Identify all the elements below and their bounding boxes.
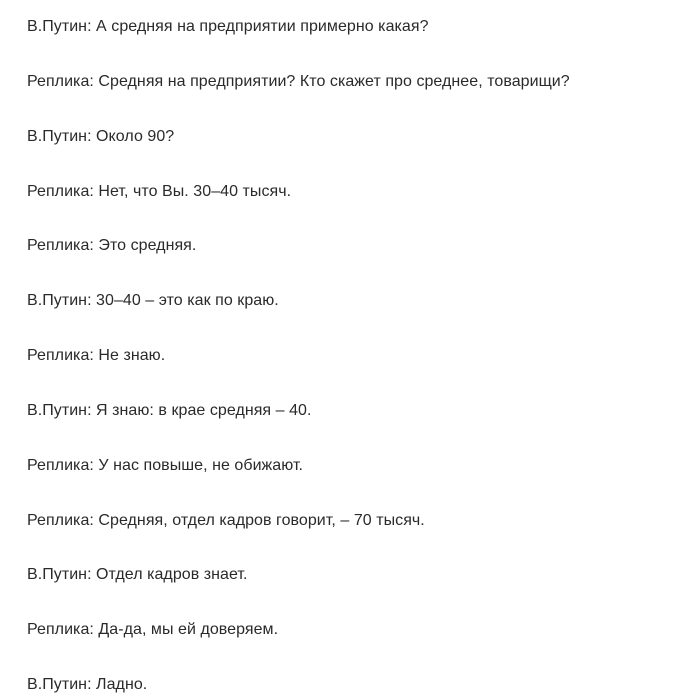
transcript-line: Реплика: Не знаю. [27, 347, 166, 364]
transcript-line: В.Путин: 30–40 – это как по краю. [27, 292, 279, 309]
transcript-line: Реплика: Средняя на предприятии? Кто скажет про среднее, товарищи? [27, 73, 570, 90]
transcript-line: В.Путин: Я знаю: в крае средняя – 40. [27, 402, 312, 419]
transcript-line: Реплика: У нас повыше, не обижают. [27, 457, 304, 474]
transcript-line: Реплика: Нет, что Вы. 30–40 тысяч. [27, 183, 292, 200]
transcript-line: В.Путин: Ладно. [27, 676, 148, 693]
transcript-line: Реплика: Это средняя. [27, 237, 197, 254]
transcript-line: В.Путин: Отдел кадров знает. [27, 566, 248, 583]
transcript-line: Реплика: Средняя, отдел кадров говорит, – 70 тысяч. [27, 512, 425, 529]
transcript-line: В.Путин: А средняя на предприятии примерно какая? [27, 18, 429, 35]
transcript-line: Реплика: Да-да, мы ей доверяем. [27, 621, 279, 638]
transcript-line: В.Путин: Около 90? [27, 128, 175, 145]
